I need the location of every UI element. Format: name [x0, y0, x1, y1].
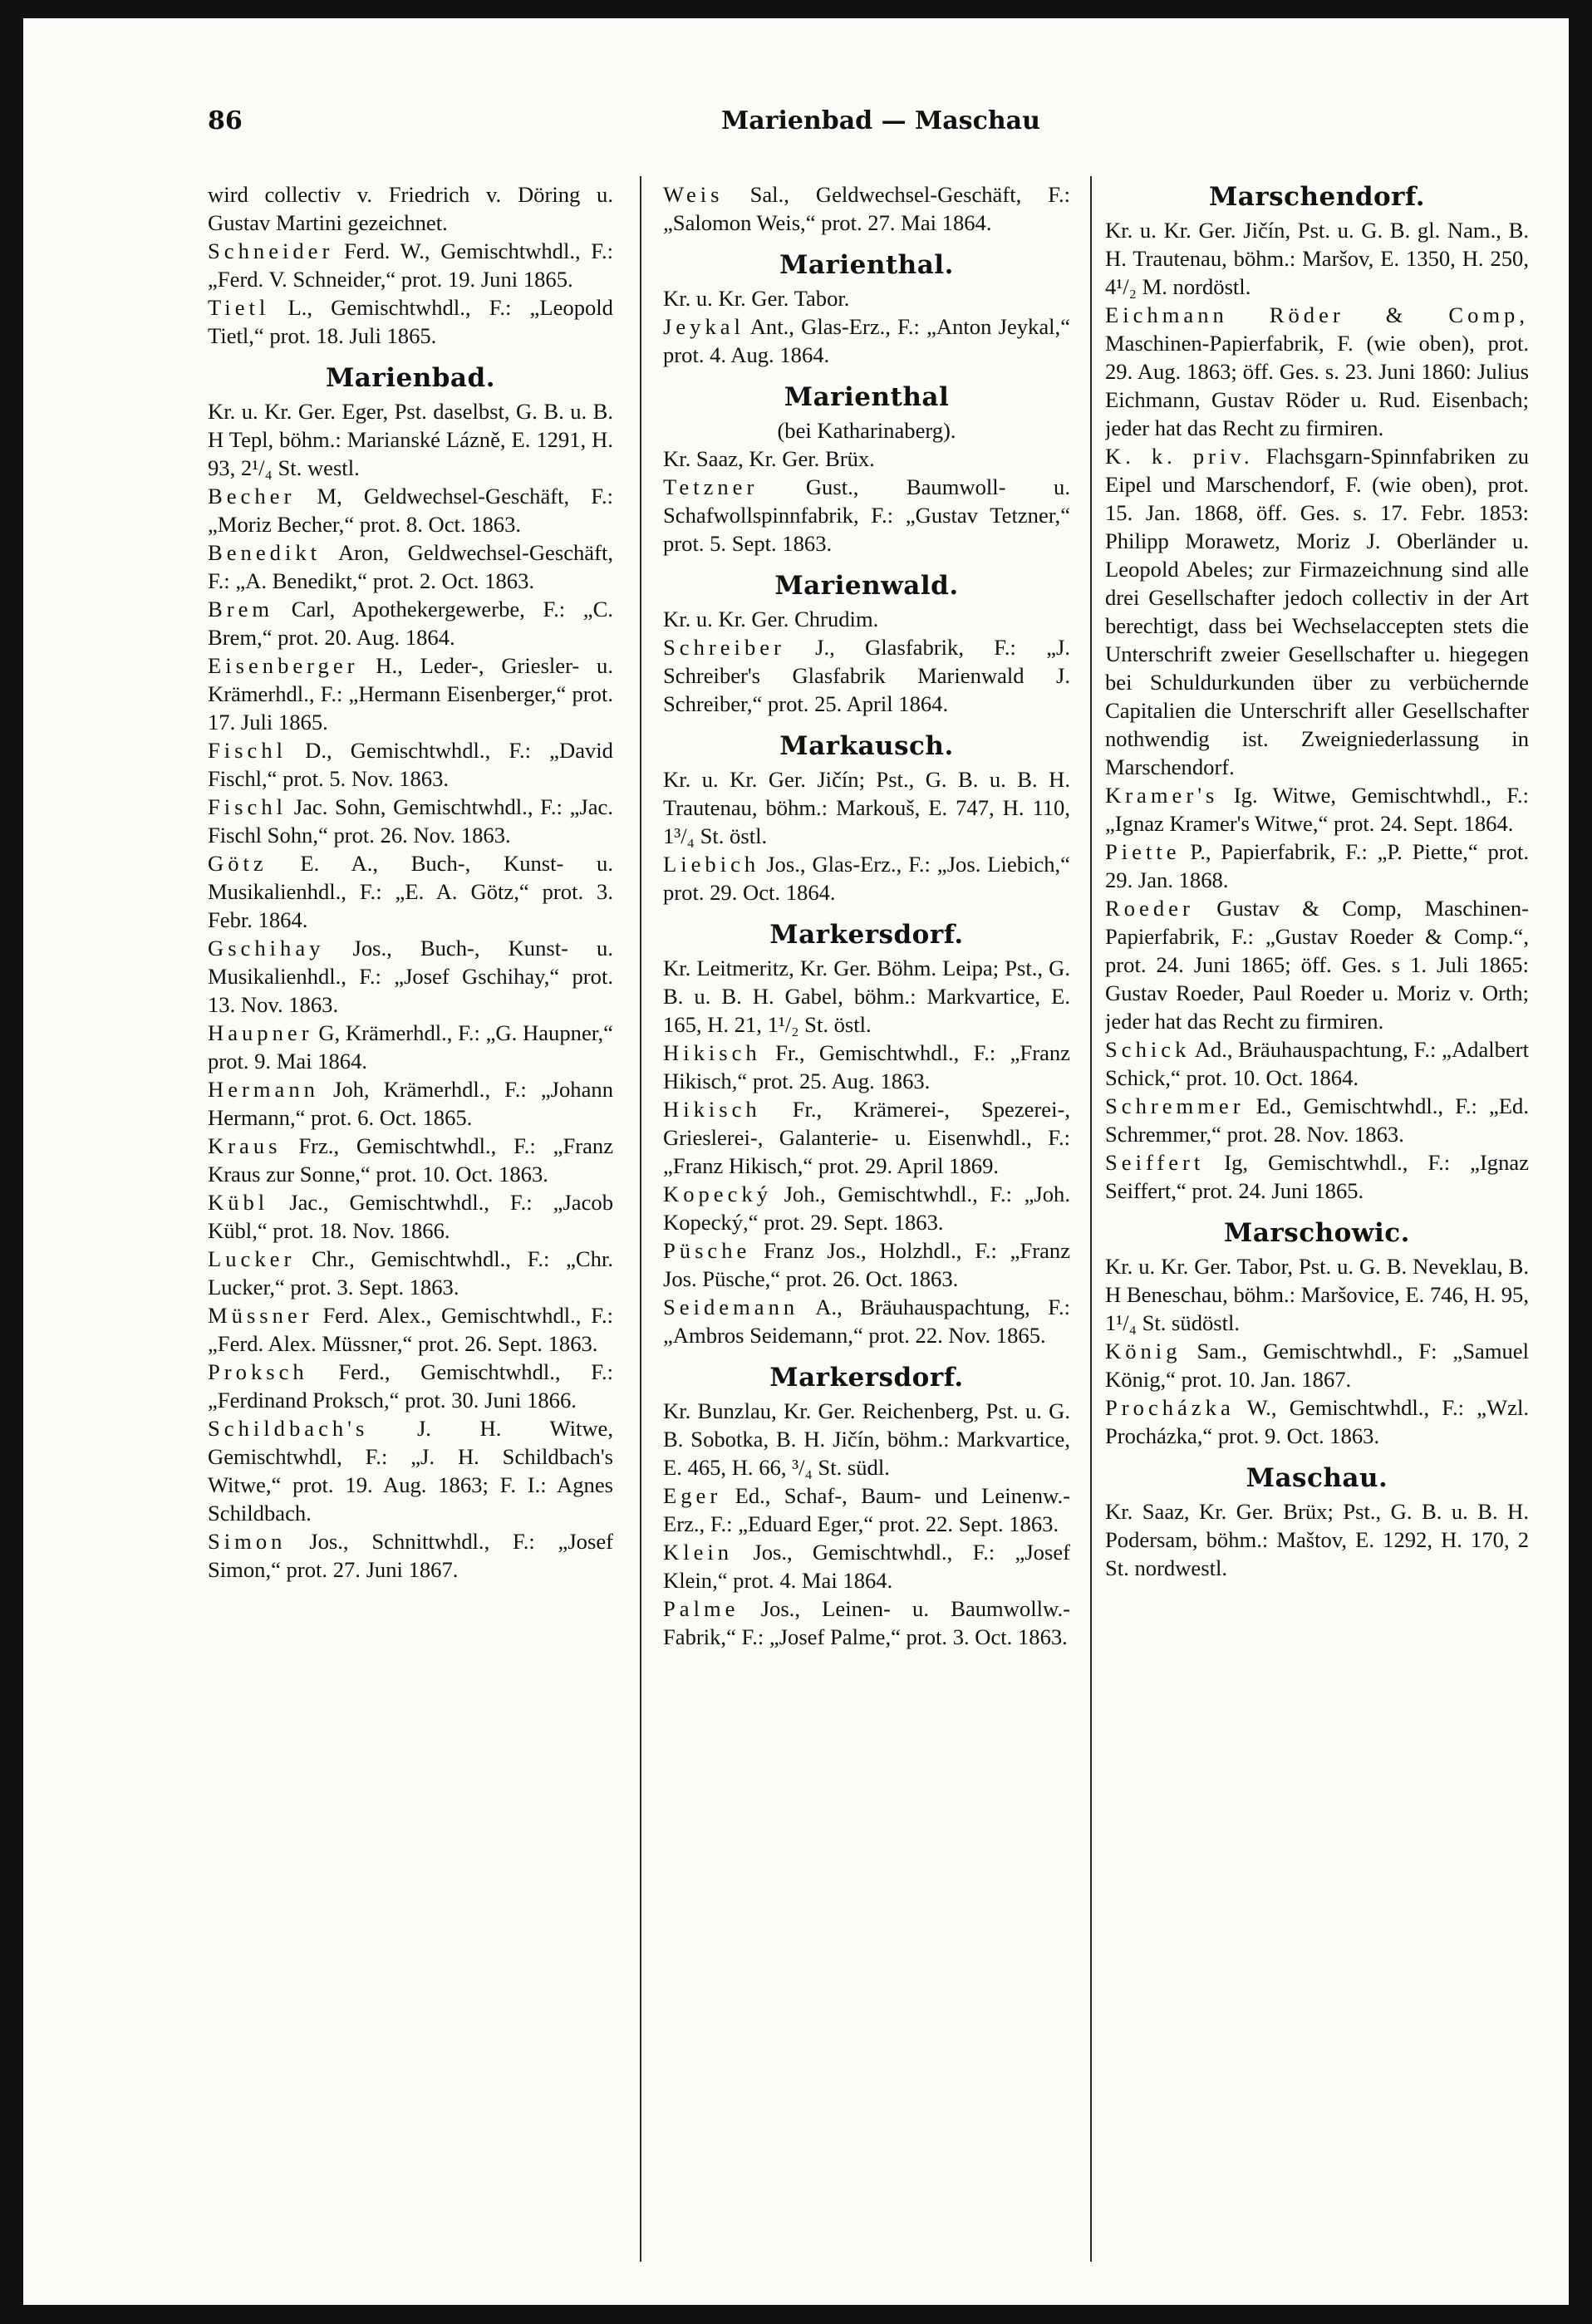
firm-entry [208, 1245, 613, 1301]
column-divider [640, 176, 641, 2262]
firm-details: Carl, Apothekergewerbe, F.: „C. Brem,“ prot. 20. Aug. 1864. [208, 597, 613, 650]
place-info: Kr. u. Kr. Ger. Tabor, Pst. u. G. B. Neveklau, B. H Beneschau, böhm.: Maršovice, E. 746, H. 95, 1¹/₄ St. südöstl. [1105, 1254, 1529, 1335]
firm-name: Procházka [1105, 1395, 1235, 1420]
firm-entry [1105, 301, 1529, 442]
page-header [23, 91, 1569, 141]
firm-details: Joh, Krämerhdl., F.: „Johann Hermann,“ prot. 6. Oct. 1865. [208, 1077, 613, 1130]
firm-name: Schremmer [1105, 1093, 1245, 1118]
place-info: Kr. u. Kr. Ger. Jičín; Pst., G. B. u. B. H. Trautenau, böhm.: Markouš, E. 747, H. 110, 1³/₄ St. östl. [663, 767, 1070, 848]
firm-entry [208, 538, 613, 595]
firm-details: Jac. Sohn, Gemischtwhdl., F.: „Jac. Fischl Sohn,“ prot. 26. Nov. 1863. [208, 794, 613, 848]
firm-details: Flachsgarn-Spinnfabriken zu Eipel und Marschendorf, F. (wie oben), prot. 15. Jan. 1868, öff. Ges. s. 17. Febr. 1853: Philipp Morawetz, Moriz J. Oberländer u. Leopold Abeles; zur Firmazeichnung sind alle drei Gesellschafter jedoch collectiv in der Art berechtigt, dass bei Wechselaccepten stets die Unterschrift zweier Gesellschafter u. hiegegen bei Schuldurkunden über zu verbüchernde Capitalien die Unterschrift aller Gesellschafter nothwendig ist. Zweigniederlassung in Marschendorf. [1105, 444, 1529, 779]
firm-name: Seidemann [663, 1295, 799, 1319]
firm-name: K. k. priv. [1105, 444, 1254, 469]
firm-details: Gust., Baumwoll- u. Schafwollspinnfabrik, F.: „Gustav Tetzner,“ prot. 5. Sept. 1863. [663, 474, 1070, 556]
firm-details: Jac., Gemischtwhdl., F.: „Jacob Kübl,“ prot. 18. Nov. 1866. [208, 1190, 613, 1243]
firm-entry [208, 1301, 613, 1358]
firm-name: Benedikt [208, 540, 322, 565]
firm-details: Joh., Gemischtwhdl., F.: „Joh. Kopecký,“ prot. 29. Sept. 1863. [663, 1182, 1070, 1235]
firm-details: G, Krämerhdl., F.: „G. Haupner,“ prot. 9. Mai 1864. [208, 1020, 613, 1074]
column-3 [1105, 180, 1529, 2307]
firm-entry [208, 849, 613, 934]
firm-entry [208, 482, 613, 538]
firm-details: Jos., Schnittwhdl., F.: „Josef Simon,“ prot. 27. Juni 1867. [208, 1529, 613, 1582]
place-subtitle: (bei Katharinaberg). [777, 418, 956, 443]
firm-name: Schreiber [663, 635, 785, 660]
firm-name: Kopecký [663, 1182, 772, 1206]
page-number: 86 [208, 106, 243, 135]
firm-details: Gustav & Comp, Maschinen-Papierfabrik, F.: „Gustav Roeder & Comp.“, prot. 24. Juni 1865; öff. Ges. s 1. Juli 1865: Gustav Roeder, Paul Roeder u. Moriz v. Orth; jeder hat das Recht zu firmiren. [1105, 896, 1529, 1034]
firm-name: Hermann [208, 1077, 319, 1102]
firm-name: Liebich [663, 852, 760, 877]
firm-details: Jos., Gemischtwhdl., F.: „Josef Klein,“ prot. 4. Mai 1864. [663, 1540, 1070, 1593]
firm-name: Haupner [208, 1020, 313, 1045]
firm-entry [663, 1481, 1070, 1538]
firm-entry [208, 595, 613, 651]
firm-details: Fr., Gemischtwhdl., F.: „Franz Hikisch,“ prot. 25. Aug. 1863. [663, 1040, 1070, 1093]
firm-details: M, Geldwechsel-Geschäft, F.: „Moriz Becher,“ prot. 8. Oct. 1863. [208, 484, 613, 537]
firm-name: Eisenberger [208, 653, 359, 678]
place-heading: Markersdorf. [769, 1363, 964, 1393]
firm-details: Chr., Gemischtwhdl., F.: „Chr. Lucker,“ prot. 3. Sept. 1863. [208, 1246, 613, 1300]
firm-details: Maschinen-Papierfabrik, F. (wie oben), prot. 29. Aug. 1863; öff. Ges. s. 23. Juni 1860: Julius Eichmann, Gustav Röder u. Rud. Eisenbach; jeder hat das Recht zu firmiren. [1105, 331, 1529, 440]
firm-entry [208, 1527, 613, 1584]
firm-entry [663, 312, 1070, 369]
firm-details: J., Glasfabrik, F.: „J. Schreiber's Glasfabrik Marienwald J. Schreiber,“ prot. 25. April 1864. [663, 635, 1070, 716]
firm-entry [208, 793, 613, 849]
firm-name: Klein [663, 1540, 734, 1565]
place-info: Kr. u. Kr. Ger. Chrudim. [663, 607, 879, 631]
firm-entry [663, 850, 1070, 907]
firm-entry [208, 293, 613, 350]
place-heading: Marienthal. [779, 250, 954, 280]
place-heading: Markersdorf. [769, 920, 964, 950]
firm-entry [208, 1188, 613, 1245]
firm-name: Seiffert [1105, 1150, 1205, 1175]
place-heading: Marienbad. [325, 363, 495, 393]
firm-details: Sam., Gemischtwhdl., F: „Samuel König,“ prot. 10. Jan. 1867. [1105, 1339, 1529, 1392]
firm-entry [208, 237, 613, 293]
firm-entry [1105, 1035, 1529, 1092]
firm-name: Brem [208, 597, 274, 622]
firm-entry [208, 1019, 613, 1075]
firm-details: Jos., Leinen- u. Baumwollw.-Fabrik,“ F.: „Josef Palme,“ prot. 3. Oct. 1863. [663, 1596, 1070, 1649]
firm-details: J. H. Witwe, Gemischtwhdl, F.: „J. H. Schildbach's Witwe,“ prot. 19. Aug. 1863; F. I.: Agnes Schildbach. [208, 1416, 613, 1526]
firm-entry [663, 1594, 1070, 1651]
firm-entry [663, 1236, 1070, 1293]
firm-entry [1105, 1393, 1529, 1450]
firm-name: Weis [663, 182, 724, 207]
firm-entry [1105, 442, 1529, 781]
firm-name: König [1105, 1339, 1182, 1363]
firm-details: A., Bräuhauspachtung, F.: „Ambros Seidemann,“ prot. 22. Nov. 1865. [663, 1295, 1070, 1348]
firm-details: Ed., Gemischtwhdl., F.: „Ed. Schremmer,“ prot. 28. Nov. 1863. [1105, 1093, 1529, 1147]
firm-entry [663, 1095, 1070, 1180]
firm-details: Aron, Geldwechsel-Geschäft, F.: „A. Benedikt,“ prot. 2. Oct. 1863. [208, 540, 613, 593]
page [23, 18, 1569, 2305]
firm-details: Frz., Gemischtwhdl., F.: „Franz Kraus zur Sonne,“ prot. 10. Oct. 1863. [208, 1133, 613, 1187]
firm-entry [1105, 1148, 1529, 1205]
firm-entry [1105, 838, 1529, 894]
firm-entry [1105, 1092, 1529, 1148]
place-info: Kr. u. Kr. Ger. Tabor. [663, 286, 850, 311]
firm-details: Ig. Witwe, Gemischtwhdl., F.: „Ignaz Kramer's Witwe,“ prot. 24. Sept. 1864. [1105, 783, 1529, 836]
firm-entry [663, 1538, 1070, 1594]
place-info: Kr. Bunzlau, Kr. Ger. Reichenberg, Pst. u. G. B. Sobotka, B. H. Jičín, böhm.: Markvartice, E. 465, H. 66, ³/₄ St. südl. [663, 1398, 1070, 1480]
firm-entry [208, 934, 613, 1019]
firm-name: Jeykal [663, 314, 744, 339]
firm-details: Ferd. Alex., Gemischtwhdl., F.: „Ferd. Alex. Müssner,“ prot. 26. Sept. 1863. [208, 1303, 613, 1356]
firm-details: Jos., Glas-Erz., F.: „Jos. Liebich,“ prot. 29. Oct. 1864. [663, 852, 1070, 905]
firm-name: Kübl [208, 1190, 269, 1215]
firm-name: Fischl [208, 794, 287, 819]
place-heading: Marschowic. [1224, 1218, 1410, 1248]
firm-entry [208, 1132, 613, 1188]
firm-details: Ferd., Gemischtwhdl., F.: „Ferdinand Proksch,“ prot. 30. Juni 1866. [208, 1359, 613, 1413]
column-divider [1090, 176, 1092, 2262]
firm-name: Schick [1105, 1037, 1191, 1062]
firm-entry [1105, 781, 1529, 838]
firm-name: Püsche [663, 1238, 751, 1263]
firm-entry [663, 1180, 1070, 1236]
firm-name: Hikisch [663, 1097, 761, 1122]
firm-name: Eger [663, 1483, 722, 1508]
firm-entry [208, 736, 613, 793]
firm-details: L., Gemischtwhdl., F.: „Leopold Tietl,“ prot. 18. Juli 1865. [208, 295, 613, 348]
place-heading: Markausch. [779, 731, 954, 761]
firm-name: Palme [663, 1596, 739, 1621]
firm-name: Lucker [208, 1246, 296, 1271]
firm-name: Tietl [208, 295, 270, 320]
firm-name: Tetzner [663, 474, 759, 499]
firm-details: Franz Jos., Holzhdl., F.: „Franz Jos. Püsche,“ prot. 26. Oct. 1863. [663, 1238, 1070, 1291]
firm-name: Piette [1105, 839, 1181, 864]
place-info: Kr. u. Kr. Ger. Eger, Pst. daselbst, G. B. u. B. H Tepl, böhm.: Marianské Lázně, E. 1291, H. 93, 2¹/₄ St. westl. [208, 399, 613, 480]
firm-entry [208, 1075, 613, 1132]
firm-entry [208, 1414, 613, 1527]
firm-details: E. A., Buch-, Kunst- u. Musikalienhdl., F.: „E. A. Götz,“ prot. 3. Febr. 1864. [208, 851, 613, 932]
firm-entry [1105, 1337, 1529, 1393]
place-info: Kr. Saaz, Kr. Ger. Brüx. [663, 446, 875, 471]
firm-details: Fr., Krämerei-, Spezerei-, Grieslerei-, Galanterie- u. Eisenwhdl., F.: „Franz Hikisch,“ prot. 29. April 1869. [663, 1097, 1070, 1178]
place-heading: Marienwald. [774, 571, 959, 601]
firm-name: Kraus [208, 1133, 282, 1158]
place-heading: Marschendorf. [1208, 182, 1426, 212]
firm-details: H., Leder-, Griesler- u. Krämerhdl., F.: „Hermann Eisenberger,“ prot. 17. Juli 1865. [208, 653, 613, 735]
firm-details: Sal., Geldwechsel-Geschäft, F.: „Salomon Weis,“ prot. 27. Mai 1864. [663, 182, 1070, 235]
firm-name: Kramer's [1105, 783, 1219, 808]
firm-details: W., Gemischtwhdl., F.: „Wzl. Procházka,“ prot. 9. Oct. 1863. [1105, 1395, 1529, 1448]
firm-details: Ad., Bräuhauspachtung, F.: „Adalbert Schick,“ prot. 10. Oct. 1864. [1105, 1037, 1529, 1090]
firm-details: D., Gemischtwhdl., F.: „David Fischl,“ prot. 5. Nov. 1863. [208, 738, 613, 791]
firm-details: Ed., Schaf-, Baum- und Leinenw.-Erz., F.: „Eduard Eger,“ prot. 22. Sept. 1863. [663, 1483, 1070, 1536]
place-info: Kr. u. Kr. Ger. Jičín, Pst. u. G. B. gl. Nam., B. H. Trautenau, böhm.: Maršov, E. 1350, H. 250, 4¹/₂ M. nordöstl. [1105, 218, 1529, 299]
column-2 [663, 180, 1070, 2307]
running-title: Marienbad — Maschau [721, 106, 1040, 135]
firm-details: P., Papierfabrik, F.: „P. Piette,“ prot. 29. Jan. 1868. [1105, 839, 1529, 892]
firm-entry [663, 1039, 1070, 1095]
firm-details: Ig, Gemischtwhdl., F.: „Ignaz Seiffert,“ prot. 24. Juni 1865. [1105, 1150, 1529, 1203]
firm-details: Jos., Buch-, Kunst- u. Musikalienhdl., F.: „Josef Gschihay,“ prot. 13. Nov. 1863. [208, 936, 613, 1017]
place-heading: Marienthal [784, 382, 950, 412]
firm-name: Simon [208, 1529, 287, 1554]
firm-name: Müssner [208, 1303, 313, 1328]
firm-name: Götz [208, 851, 268, 876]
firm-details: Ant., Glas-Erz., F.: „Anton Jeykal,“ prot. 4. Aug. 1864. [663, 314, 1070, 367]
firm-name: Schneider [208, 238, 334, 263]
firm-name: Roeder [1105, 896, 1194, 921]
firm-entry [208, 651, 613, 736]
firm-name: Proksch [208, 1359, 308, 1384]
firm-name: Gschihay [208, 936, 325, 961]
place-heading: Maschau. [1246, 1463, 1388, 1493]
firm-entry [663, 180, 1070, 237]
place-info: Kr. Saaz, Kr. Ger. Brüx; Pst., G. B. u. B. H. Podersam, böhm.: Maštov, E. 1292, H. 170, 2 St. nordwestl. [1105, 1499, 1529, 1580]
firm-name: Fischl [208, 738, 287, 763]
firm-entry [208, 1358, 613, 1414]
firm-name: Hikisch [663, 1040, 761, 1065]
firm-name: Schildbach's [208, 1416, 369, 1441]
column-1 [208, 180, 613, 2307]
place-info: Kr. Leitmeritz, Kr. Ger. Böhm. Leipa; Pst., G. B. u. B. H. Gabel, böhm.: Markvartice, E. 165, H. 21, 1¹/₂ St. östl. [663, 956, 1070, 1037]
firm-entry [1105, 894, 1529, 1035]
continued-text: wird collectiv v. Friedrich v. Döring u. Gustav Martini gezeichnet. [208, 182, 613, 235]
firm-name: Eichmann Röder & Comp, [1105, 302, 1529, 327]
firm-name: Becher [208, 484, 296, 509]
firm-entry [663, 1293, 1070, 1349]
firm-details: Ferd. W., Gemischtwhdl., F.: „Ferd. V. Schneider,“ prot. 19. Juni 1865. [208, 238, 613, 292]
firm-entry [663, 633, 1070, 718]
firm-entry [663, 473, 1070, 558]
